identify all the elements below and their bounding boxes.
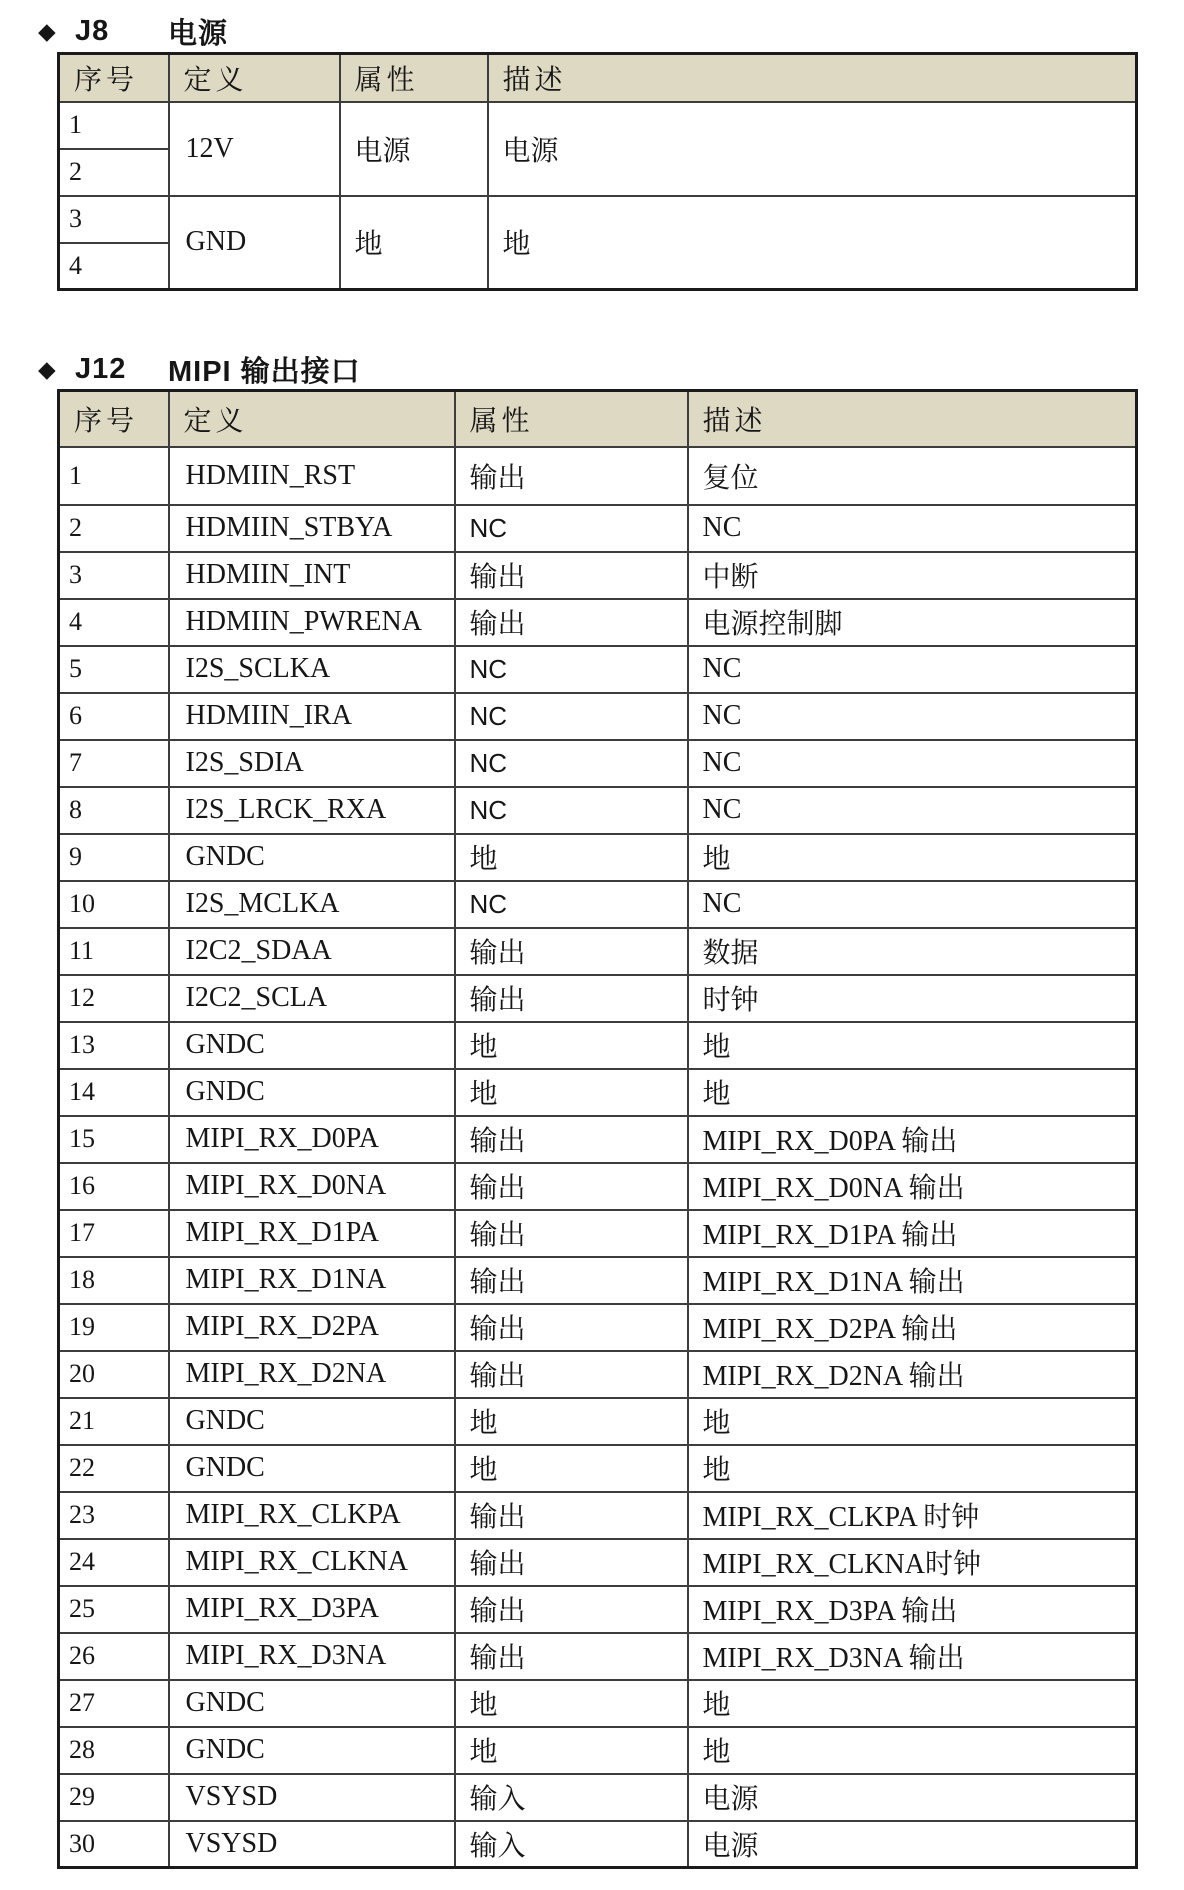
cell-no: 4 [59,243,169,290]
cell-definition: GNDC [169,1069,455,1116]
table-row [59,1351,1137,1398]
cell-definition: MIPI_RX_D0PA [169,1116,455,1163]
cell-attribute: 地 [455,1069,688,1116]
table-row [59,1492,1137,1539]
table-row [59,1586,1137,1633]
cell-no: 27 [59,1680,169,1727]
cell-no: 2 [59,149,169,196]
cell-definition: MIPI_RX_D2PA [169,1304,455,1351]
cell-definition: HDMIIN_STBYA [169,505,455,552]
cell-no: 25 [59,1586,169,1633]
cell-attribute: 输出 [455,928,688,975]
cell-description: 电源控制脚 [688,599,1137,646]
cell-description: NC [688,740,1137,787]
cell-no: 18 [59,1257,169,1304]
table-row [59,928,1137,975]
j12-header-row [59,391,1137,447]
cell-definition: I2S_MCLKA [169,881,455,928]
cell-no: 17 [59,1210,169,1257]
cell-definition: GNDC [169,1445,455,1492]
cell-definition: HDMIIN_RST [169,447,455,505]
cell-attribute: 地 [455,1445,688,1492]
cell-description: NC [688,646,1137,693]
table-row [59,1821,1137,1868]
cell-definition: I2C2_SCLA [169,975,455,1022]
cell-no: 5 [59,646,169,693]
cell-definition: MIPI_RX_D2NA [169,1351,455,1398]
cell-definition: GNDC [169,834,455,881]
cell-no: 30 [59,1821,169,1868]
table-row [59,1539,1137,1586]
cell-definition: I2S_LRCK_RXA [169,787,455,834]
cell-no: 29 [59,1774,169,1821]
cell-no: 11 [59,928,169,975]
cell-description: MIPI_RX_D0NA 输出 [688,1163,1137,1210]
cell-definition: GNDC [169,1680,455,1727]
table-row [59,646,1137,693]
cell-no: 15 [59,1116,169,1163]
cell-definition: GNDC [169,1398,455,1445]
cell-description: 地 [688,1069,1137,1116]
cell-definition: VSYSD [169,1774,455,1821]
column-header-attribute: 属性 [455,391,688,447]
cell-attribute: NC [455,787,688,834]
cell-description: 中断 [688,552,1137,599]
table-row [59,881,1137,928]
cell-attribute: 地 [455,834,688,881]
cell-definition: HDMIIN_PWRENA [169,599,455,646]
column-header-description: 描述 [488,54,1137,102]
table-row [59,552,1137,599]
table-row [59,1304,1137,1351]
cell-description: 地 [688,1445,1137,1492]
cell-description: 地 [488,196,1137,290]
cell-no: 14 [59,1069,169,1116]
cell-no: 19 [59,1304,169,1351]
cell-definition: MIPI_RX_D1PA [169,1210,455,1257]
table-row [59,1398,1137,1445]
cell-no: 9 [59,834,169,881]
cell-attribute: 地 [340,196,488,290]
cell-attribute: 输出 [455,1116,688,1163]
cell-description: MIPI_RX_D2NA 输出 [688,1351,1137,1398]
cell-definition: MIPI_RX_D1NA [169,1257,455,1304]
cell-definition: I2S_SCLKA [169,646,455,693]
cell-description: 地 [688,1680,1137,1727]
cell-description: 电源 [688,1774,1137,1821]
cell-attribute: 电源 [340,102,488,196]
column-header-attribute: 属性 [340,54,488,102]
table-row [59,1257,1137,1304]
column-header-definition: 定义 [169,391,455,447]
cell-attribute: 输出 [455,1304,688,1351]
section-heading-j12 [38,352,1184,386]
cell-description: MIPI_RX_D3PA 输出 [688,1586,1137,1633]
cell-attribute: NC [455,693,688,740]
section-code-j8: J8 [75,14,110,47]
cell-no: 26 [59,1633,169,1680]
cell-definition: GND [169,196,340,290]
column-header-no: 序号 [59,391,169,447]
cell-attribute: 输出 [455,1351,688,1398]
cell-attribute: 地 [455,1398,688,1445]
section-title-j8: 电源 [168,17,229,50]
cell-no: 1 [59,447,169,505]
section-title-j12: MIPI 输出接口 [168,355,361,388]
cell-attribute: 地 [455,1022,688,1069]
cell-attribute: 输入 [455,1821,688,1868]
table-row [59,1210,1137,1257]
table-row [59,740,1137,787]
diamond-bullet-icon: ◆ [38,355,56,382]
cell-attribute: 地 [455,1727,688,1774]
cell-attribute: 输出 [455,447,688,505]
table-row [59,1727,1137,1774]
cell-description: MIPI_RX_D2PA 输出 [688,1304,1137,1351]
cell-no: 1 [59,102,169,149]
cell-definition: MIPI_RX_D3PA [169,1586,455,1633]
table-row [59,787,1137,834]
cell-definition: HDMIIN_IRA [169,693,455,740]
cell-attribute: NC [455,646,688,693]
table-row [59,1633,1137,1680]
cell-no: 2 [59,505,169,552]
cell-description: MIPI_RX_D0PA 输出 [688,1116,1137,1163]
cell-description: MIPI_RX_D1NA 输出 [688,1257,1137,1304]
table-row [59,1774,1137,1821]
j8-header-row [59,54,1137,102]
cell-description: 时钟 [688,975,1137,1022]
cell-description: NC [688,881,1137,928]
table-row [59,1116,1137,1163]
cell-description: 地 [688,834,1137,881]
cell-no: 13 [59,1022,169,1069]
cell-description: NC [688,505,1137,552]
section-code-j12: J12 [75,352,127,385]
cell-attribute: 输出 [455,552,688,599]
cell-definition: GNDC [169,1022,455,1069]
cell-description: MIPI_RX_CLKPA 时钟 [688,1492,1137,1539]
cell-attribute: 输出 [455,1257,688,1304]
table-row [59,1680,1137,1727]
cell-definition: VSYSD [169,1821,455,1868]
cell-description: MIPI_RX_CLKNA时钟 [688,1539,1137,1586]
cell-definition: I2S_SDIA [169,740,455,787]
table-row [59,196,1137,243]
table-row [59,975,1137,1022]
cell-attribute: 输出 [455,1210,688,1257]
cell-no: 10 [59,881,169,928]
cell-attribute: NC [455,505,688,552]
cell-definition: I2C2_SDAA [169,928,455,975]
cell-definition: HDMIIN_INT [169,552,455,599]
cell-definition: 12V [169,102,340,196]
cell-no: 16 [59,1163,169,1210]
j12-pin-table [57,389,1138,1869]
cell-definition: MIPI_RX_D0NA [169,1163,455,1210]
table-row [59,447,1137,505]
cell-no: 6 [59,693,169,740]
cell-no: 24 [59,1539,169,1586]
cell-attribute: 输出 [455,1586,688,1633]
cell-description: 地 [688,1727,1137,1774]
cell-no: 28 [59,1727,169,1774]
table-row [59,599,1137,646]
column-header-no: 序号 [59,54,169,102]
cell-attribute: 输出 [455,599,688,646]
cell-attribute: NC [455,881,688,928]
cell-no: 4 [59,599,169,646]
j8-pin-table [57,52,1138,291]
cell-description: 电源 [688,1821,1137,1868]
cell-attribute: 地 [455,1680,688,1727]
table-row [59,1022,1137,1069]
cell-no: 21 [59,1398,169,1445]
table-row [59,1445,1137,1492]
cell-no: 23 [59,1492,169,1539]
cell-description: 地 [688,1022,1137,1069]
cell-definition: MIPI_RX_D3NA [169,1633,455,1680]
cell-no: 3 [59,196,169,243]
cell-description: 地 [688,1398,1137,1445]
column-header-definition: 定义 [169,54,340,102]
cell-no: 7 [59,740,169,787]
cell-no: 22 [59,1445,169,1492]
table-row [59,505,1137,552]
cell-description: 复位 [688,447,1137,505]
cell-no: 20 [59,1351,169,1398]
cell-attribute: 输出 [455,1633,688,1680]
cell-definition: MIPI_RX_CLKNA [169,1539,455,1586]
table-row [59,693,1137,740]
cell-description: 电源 [488,102,1137,196]
cell-description: NC [688,693,1137,740]
cell-attribute: NC [455,740,688,787]
diamond-bullet-icon: ◆ [38,17,56,44]
section-heading-j8 [38,14,1184,48]
cell-description: NC [688,787,1137,834]
column-header-description: 描述 [688,391,1137,447]
cell-attribute: 输出 [455,1539,688,1586]
cell-attribute: 输入 [455,1774,688,1821]
cell-description: MIPI_RX_D3NA 输出 [688,1633,1137,1680]
table-row [59,834,1137,881]
cell-description: MIPI_RX_D1PA 输出 [688,1210,1137,1257]
table-row [59,102,1137,149]
cell-no: 3 [59,552,169,599]
cell-attribute: 输出 [455,975,688,1022]
table-row [59,1163,1137,1210]
cell-attribute: 输出 [455,1163,688,1210]
cell-attribute: 输出 [455,1492,688,1539]
table-row [59,1069,1137,1116]
cell-description: 数据 [688,928,1137,975]
cell-definition: GNDC [169,1727,455,1774]
cell-definition: MIPI_RX_CLKPA [169,1492,455,1539]
cell-no: 12 [59,975,169,1022]
cell-no: 8 [59,787,169,834]
